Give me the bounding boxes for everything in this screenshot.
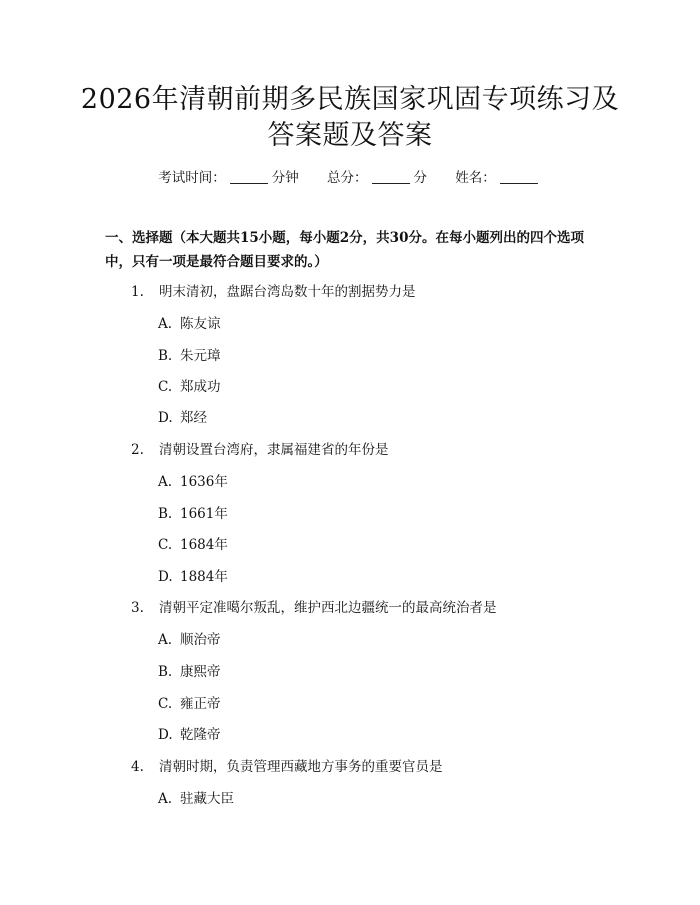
question-number: 3. (131, 600, 144, 616)
option-text: 雍正帝 (180, 696, 221, 712)
question-text: 清朝时期，负责管理西藏地方事务的重要官员是 (159, 759, 443, 775)
question-number: 1. (131, 284, 144, 300)
option-letter: A. (158, 474, 173, 490)
option-3-b (158, 662, 221, 682)
option-text: 朱元璋 (180, 348, 221, 364)
option-letter: B. (158, 664, 173, 680)
option-1-b (158, 346, 221, 366)
option-letter: C. (158, 379, 173, 395)
exam-time-unit: 分钟 (271, 170, 299, 186)
question-number: 2. (131, 442, 144, 458)
option-letter: A. (158, 791, 173, 807)
option-text: 郑经 (180, 410, 207, 426)
option-text: 乾隆帝 (180, 727, 221, 743)
option-1-c (158, 377, 221, 397)
document-title (60, 82, 640, 154)
option-3-c (158, 694, 221, 714)
option-letter: B. (158, 348, 173, 364)
option-text: 陈友谅 (180, 316, 221, 332)
student-name-label: 姓名： (455, 170, 496, 186)
question-4 (131, 757, 443, 777)
total-score-blank (372, 169, 410, 184)
option-2-c (158, 535, 228, 555)
question-text: 清朝设置台湾府，隶属福建省的年份是 (159, 442, 389, 458)
option-text: 顺治帝 (180, 632, 221, 648)
section-heading: 一、选择题（本大题共15小题，每小题2分，共30分。在每小题列出的四个选项中，只有一项是最符合题目要求的。） (105, 230, 584, 270)
option-text: 驻藏大臣 (180, 791, 234, 807)
option-letter: A. (158, 316, 173, 332)
question-3 (131, 598, 497, 618)
title-line-1: 2026年清朝前期多民族国家巩固专项练习及 (80, 84, 620, 115)
total-score-field (327, 168, 427, 188)
question-text: 明末清初，盘踞台湾岛数十年的割据势力是 (159, 284, 416, 300)
option-text: 康熙帝 (180, 664, 221, 680)
student-name-field (455, 168, 542, 188)
option-text: 1684年 (180, 537, 228, 553)
option-letter: A. (158, 632, 173, 648)
option-1-d (158, 408, 207, 428)
total-score-unit: 分 (413, 170, 427, 186)
exam-time-blank (230, 169, 268, 184)
option-text: 1661年 (180, 506, 228, 522)
question-text: 清朝平定准噶尔叛乱，维护西北边疆统一的最高统治者是 (159, 600, 497, 616)
option-letter: D. (158, 410, 173, 426)
exam-time-label: 考试时间： (158, 170, 226, 186)
title-line-2: 答案题及答案 (267, 120, 433, 151)
option-letter: C. (158, 537, 173, 553)
option-2-b (158, 504, 228, 524)
option-4-a (158, 789, 234, 809)
exam-time-field (158, 168, 299, 188)
question-1 (131, 282, 416, 302)
exam-info-row (0, 168, 700, 188)
option-letter: D. (158, 569, 173, 585)
option-text: 1636年 (180, 474, 228, 490)
option-2-a (158, 472, 228, 492)
option-letter: D. (158, 727, 173, 743)
student-name-blank (500, 169, 538, 184)
option-1-a (158, 314, 221, 334)
option-text: 1884年 (180, 569, 228, 585)
option-text: 郑成功 (180, 379, 221, 395)
option-3-d (158, 725, 221, 745)
option-letter: C. (158, 696, 173, 712)
question-2 (131, 440, 389, 460)
option-letter: B. (158, 506, 173, 522)
question-number: 4. (131, 759, 144, 775)
total-score-label: 总分： (327, 170, 368, 186)
option-3-a (158, 630, 221, 650)
option-2-d (158, 567, 228, 587)
